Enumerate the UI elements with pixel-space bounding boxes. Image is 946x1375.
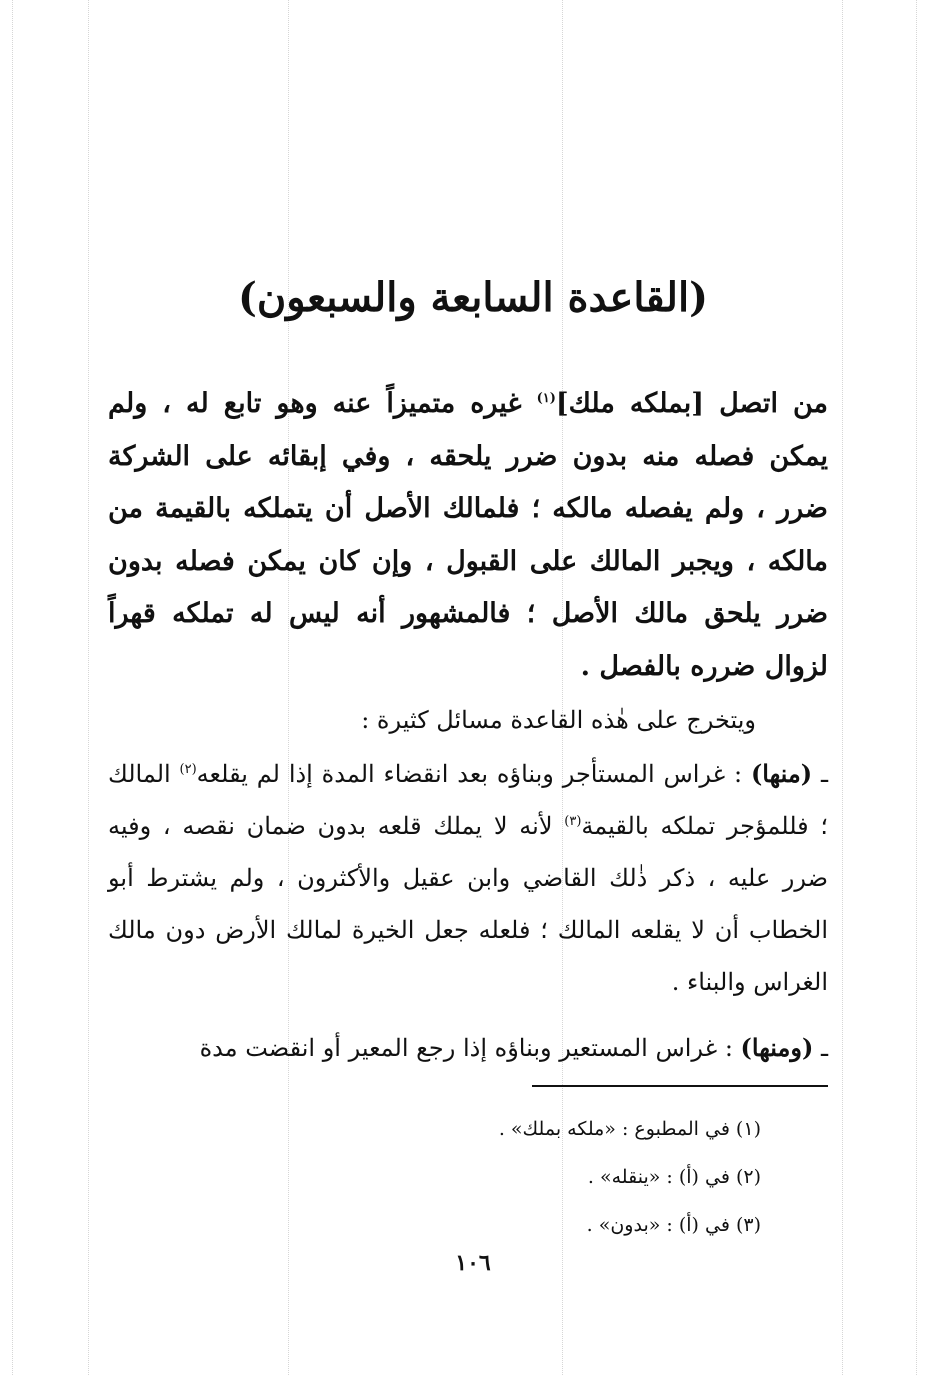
rule-title: (القاعدة السابعة والسبعون) <box>238 274 708 321</box>
scan-guide-line <box>88 0 89 1375</box>
derived-issues-intro: ويتخرج على هٰذه القاعدة مسائل كثيرة : <box>361 706 756 734</box>
issue-text: لأنه لا يملك قلعه بدون ضمان نقصه ، وفيه ضرر عليه ، ذكر ذٰلك القاضي وابن عقيل والأكثرون ، ولم يشترط أبو الخطاب أن لا يقلعه المالك ؛ فلعله جعل الخيرة لمالك الأرض دون مالك الغراس والبناء . <box>108 812 828 996</box>
rule-statement <box>108 378 828 693</box>
issue-lead: (منها) <box>750 759 813 788</box>
rule-text-part: غيره متميزاً عنه وهو تابع له ، ولم يمكن فصله منه بدون ضرر يلحقه ، وفي إبقائه على الشركة ضرر ، ولم يفصله مالكه ؛ فلمالك الأصل أن يتملكه بالقيمة من مالكه ، ويجبر المالك على القبول ، وإن كان يمكن فصله بدون ضرر يلحق مالك الأصل ؛ فالمشهور أنه ليس له تملكه قهراً لزوال ضرره بالفصل . <box>108 388 828 682</box>
footnote: (٣) في (أ) : «بدون» . <box>586 1214 761 1236</box>
footnote-separator <box>532 1085 828 1087</box>
issue-dash: ـ <box>813 1034 828 1062</box>
issue-paragraph <box>108 748 828 1008</box>
issue-text: : غراس المستأجر وبناؤه بعد انقضاء المدة إذا لم يقلعه <box>196 760 751 788</box>
scan-guide-line <box>916 0 917 1375</box>
issue-paragraph <box>108 1022 828 1074</box>
issue-text: المالك ؛ فللمؤجر تملكه بالقيمة <box>108 760 828 840</box>
footnote-marker: (١) <box>536 391 556 406</box>
footnote-marker: (٢) <box>179 762 197 777</box>
footnotes <box>201 1105 761 1249</box>
rule-text-part: من اتصل [بملكه ملك] <box>555 388 828 419</box>
page-number: ١٠٦ <box>455 1250 491 1276</box>
footnote-marker: (٣) <box>564 814 582 829</box>
footnote: (١) في المطبوع : «ملكه بملك» . <box>498 1118 761 1140</box>
issue-text: : غراس المستعير وبناؤه إذا رجع المعير أو انقضت مدة <box>199 1034 741 1062</box>
issue-lead: (ومنها) <box>740 1033 814 1062</box>
scan-guide-line <box>842 0 843 1375</box>
issue-dash: ـ <box>812 760 828 788</box>
footnote: (٢) في (أ) : «ينقله» . <box>587 1166 761 1188</box>
scan-guide-line <box>12 0 13 1375</box>
